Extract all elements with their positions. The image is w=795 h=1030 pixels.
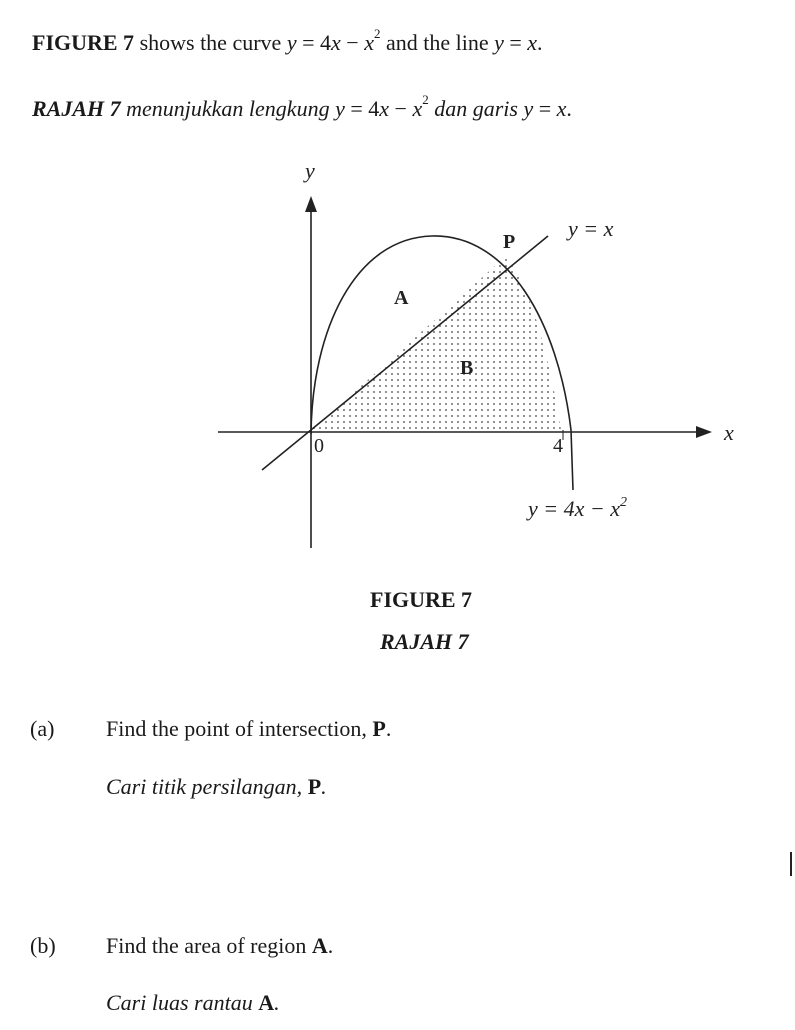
curve-equation: $y = 4x - x^2$ <box>335 92 429 121</box>
region-b-shading <box>312 256 561 430</box>
question-b-label: (b) <box>30 933 56 958</box>
line-label: y = x <box>568 216 614 241</box>
caption-english: FIGURE 7 <box>370 587 473 612</box>
region-a-label: A <box>394 287 409 309</box>
figure-ref: FIGURE 7 <box>32 30 135 55</box>
question-a-malay: Cari titik persilangan, P. <box>106 774 327 799</box>
line-equation: y = x. <box>523 96 572 121</box>
curve-equation: $y = 4x - x^2$ <box>286 26 381 55</box>
y-axis-label: y <box>305 158 315 183</box>
intro-text: and the line <box>380 30 495 55</box>
intro-text: shows the curve <box>134 30 287 55</box>
curve-label: $y = 4x - x^2$ <box>528 495 627 521</box>
x-tick-label-4: 4 <box>553 435 563 457</box>
figure-ref: RAJAH 7 <box>32 96 121 121</box>
question-b-english: Find the area of region A. <box>106 933 334 958</box>
y-axis-arrow <box>305 196 317 212</box>
question-a-english: Find the point of intersection, P. <box>106 716 392 741</box>
intro-text: menunjukkan lengkung <box>120 96 336 121</box>
line-equation: y = x. <box>494 30 543 55</box>
text-cursor <box>790 852 792 876</box>
origin-label: 0 <box>314 435 324 457</box>
caption-malay: RAJAH 7 <box>380 629 469 654</box>
region-b-label: B <box>460 357 474 379</box>
question-a-label: (a) <box>30 716 55 741</box>
point-p-label: P <box>503 231 516 253</box>
x-axis-arrow <box>696 426 712 438</box>
intro-text: dan garis <box>428 96 524 121</box>
x-axis-label: x <box>724 420 734 445</box>
question-b-malay: Cari luas rantau A. <box>106 990 280 1015</box>
